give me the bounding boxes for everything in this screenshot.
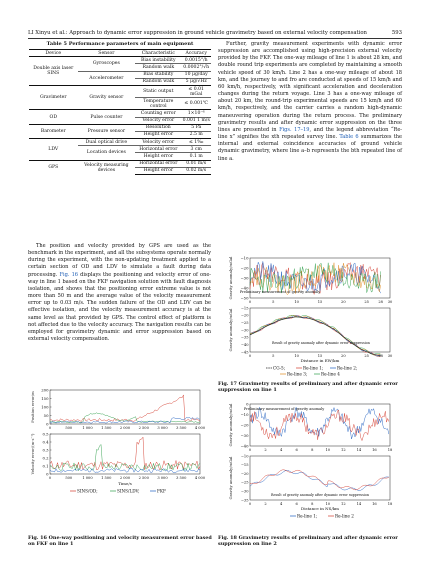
figure-16 xyxy=(28,386,218,526)
fig16-top-ytick: 200 xyxy=(41,387,49,393)
fig17-top-xtick: 15 xyxy=(317,300,323,304)
fig16-bottom-ytick: 0.2 xyxy=(42,455,49,461)
fig18-bottom-ytick: −35 xyxy=(240,498,249,503)
fig17-bottom-xtick: 20 xyxy=(341,354,346,358)
table-row xyxy=(29,139,211,146)
fig16-link[interactable]: Fig. 16 xyxy=(59,271,79,278)
fig16-bottom-xtick: 500 xyxy=(65,476,73,480)
accuracy-cell: 1×10⁻⁶ xyxy=(181,110,211,117)
table-header-3: Accuracy xyxy=(181,50,211,57)
fig18-legend-reline1: Re-line 1; xyxy=(297,513,318,519)
fig17-top-xtick: 28 xyxy=(378,300,383,304)
fig17-legend-reline2: Re-line 2; xyxy=(337,365,358,371)
fig16-bottom-xtick: 4 000 xyxy=(194,476,206,480)
fig16-bottom-xtick: 1 000 xyxy=(82,476,93,480)
fig18-xlabel: Distance in NS/km xyxy=(301,506,339,511)
fig17-bottom-xtick: 25 xyxy=(364,354,369,358)
fig17-top-xtick: 10 xyxy=(294,300,299,304)
sensor-cell: Velocity measuring devices xyxy=(78,160,136,174)
left-paragraph-1: The position and velocity provided by GPS are used as the benchmark in the experiment, and all the subsystems operate normally during the experiment, with the non-updating treatment applied to a certain section of OD and LDV to simulate a fault during data processing. xyxy=(28,243,211,278)
fig18-top-ytick: 0 xyxy=(246,401,249,407)
fig16-top-xtick: 4 000 xyxy=(194,426,206,430)
fig18-bottom-annotation: Result of gravity anomaly after dynamic error suppression xyxy=(271,493,369,497)
fig17-bottom-xtick: 28 xyxy=(378,354,383,358)
fig16-top-ytick: 0 xyxy=(46,421,49,427)
page-number: 593 xyxy=(391,30,402,36)
fig16-top-ytick: 150 xyxy=(41,395,49,401)
characteristic-cell: Static output xyxy=(135,85,181,97)
characteristic-cell: Temperature control xyxy=(135,98,181,110)
fig18-bottom-xtick: 18 xyxy=(387,502,393,506)
accuracy-cell: 0.01 m/s xyxy=(181,160,211,167)
accuracy-cell: 0.0015°/h xyxy=(181,57,211,64)
accuracy-cell: 0.0002°/√h xyxy=(183,64,210,70)
table-caption: Table 5 Performance parameters of main equipment xyxy=(46,41,194,47)
figs17-19-link[interactable]: Figs. 17–19 xyxy=(279,126,310,133)
device-cell: GPS xyxy=(29,160,78,174)
table-header-1: Sensor xyxy=(78,50,136,57)
sensor-cell: Accelerometer xyxy=(78,71,136,85)
fig17-top-ytick: −30 xyxy=(240,275,249,281)
fig17-bottom-xtick: 15 xyxy=(317,354,323,358)
table6-link[interactable]: Table 6 xyxy=(339,134,359,141)
right-paragraph-a: Further, gravity measurement experiments with dynamic error suppression are accomplished using high-precision external velocity provided by the FKF. The one-way mileage of line 1 is about 28 km, and double round trip experiments are completed by maintaining a smooth vehicle speed of 30 km/h. Line 2 has a one-way mileage of about 18 km, and the journey to and fro are conducted at speeds of 15 km/h and 60 km/h, respectively, with significant acceleration and deceleration changes during the return voyage. Line 3 has a one-way mileage of about 20 km, the round-trip experimental speeds are 15 km/h and 60 km/h, respectively, and the carrier carries a random high-dynamic maneuvering operation during the return process. The preliminary gravimetry results and after dynamic error suppression on the three lines are presented in xyxy=(218,41,402,133)
fig17-top-annotation: Preliminary measurement of gravity anomaly xyxy=(239,290,321,294)
fig17-top-ytick: −10 xyxy=(240,255,249,261)
characteristic-cell: Horizontal error xyxy=(135,146,181,153)
sensor-cell: Gyroscopes xyxy=(78,57,136,71)
characteristic-cell: Velocity error xyxy=(135,139,181,146)
table-header-2: Characteristic xyxy=(135,50,181,57)
equipment-table xyxy=(29,49,211,175)
fig17-bottom-ytick: −15 xyxy=(240,306,249,311)
table-header-0: Device xyxy=(29,50,78,57)
fig16-bottom-ytick: 0.4 xyxy=(42,439,49,445)
fig16-legend-1: SINS/LDV; xyxy=(117,488,140,494)
characteristic-cell: Random walk xyxy=(135,78,181,85)
accuracy-cell: 5 μg/√Hz xyxy=(181,78,211,85)
table-row xyxy=(29,110,211,117)
fig16-bottom-xtick: 3 500 xyxy=(176,476,187,480)
accuracy-cell: ≤ 1‰ xyxy=(181,139,211,146)
fig17-top-xtick: 25 xyxy=(364,300,369,304)
fig16-bottom-ytick: 0.1 xyxy=(42,463,49,469)
fig16-top-xtick: 2 000 xyxy=(119,426,131,430)
fig18-bottom-xtick: 12 xyxy=(341,502,346,506)
sensor-cell: Pressure sensor xyxy=(78,124,136,138)
fig18-top-ytick: −40 xyxy=(240,443,249,449)
figure-18 xyxy=(218,400,402,528)
accuracy-cell: 0.02 m/s xyxy=(181,167,211,174)
fig18-top-xtick: 4 xyxy=(279,448,283,452)
accuracy-cell: 10 μg/day xyxy=(181,71,211,78)
fig17-bottom-series-0 xyxy=(250,316,381,357)
fig17-top-ylabel: Gravity anomaly/mGal xyxy=(228,256,233,300)
fig16-bottom-ytick: 0 xyxy=(46,471,49,477)
fig18-top-ytick: −10 xyxy=(240,411,249,417)
fig16-top-xtick: 1 500 xyxy=(101,426,112,430)
table-row xyxy=(29,85,211,97)
fig17-top-ytick: −20 xyxy=(240,265,249,271)
figure-17 xyxy=(218,252,402,378)
fig18-top-xtick: 14 xyxy=(356,448,362,452)
characteristic-cell: Bias stability xyxy=(135,71,181,78)
device-cell: OD xyxy=(29,110,78,124)
fig17-bottom-annotation: Result of gravity anomaly after dynamic error suppression xyxy=(272,341,370,345)
characteristic-cell: Counting error xyxy=(135,110,181,117)
fig18-top-ytick: −30 xyxy=(240,432,249,438)
fig16-bottom-xtick: 2 500 xyxy=(138,476,149,480)
device-cell: LDV xyxy=(29,139,78,161)
fig16-bottom-xtick: 3 000 xyxy=(157,476,168,480)
accuracy-cell: ≤ 0.001℃ xyxy=(181,98,211,110)
fig17-plot xyxy=(218,252,402,378)
fig17-bottom-series-1 xyxy=(250,315,381,356)
fig18-bottom-xtick: 10 xyxy=(325,502,331,506)
fig16-bottom-xtick: 0 xyxy=(48,476,52,480)
characteristic-cell: Height error xyxy=(135,153,181,160)
fig16-bottom-ytick: 0.3 xyxy=(42,447,49,453)
characteristic-cell: Height error xyxy=(135,167,181,174)
fig18-top-xtick: 8 xyxy=(311,448,314,452)
header-text: LI Xinyu et al.: Approach to dynamic error suppression in ground vehicle gravimetry based on external velocity compensation xyxy=(28,30,367,36)
fig18-bottom-ylabel: Gravity anomaly/mGal xyxy=(228,456,233,500)
fig18-top-xtick: 12 xyxy=(341,448,346,452)
fig17-bottom-ytick: −25 xyxy=(240,320,249,325)
characteristic-cell: Bias instability xyxy=(135,57,181,64)
fig17-bottom-frame xyxy=(250,308,390,352)
accuracy-cell: 3 cm xyxy=(181,146,211,153)
table-row xyxy=(29,124,211,131)
fig18-top-annotation: Preliminary measurement of gravity anomaly xyxy=(243,407,325,411)
fig18-bottom-xtick: 6 xyxy=(295,502,298,506)
header-rule xyxy=(28,38,402,39)
fig18-bottom-ytick: −20 xyxy=(240,471,249,476)
fig16-bottom-series-sinsldv xyxy=(50,444,200,470)
fig18-bottom-ytick: −30 xyxy=(240,489,249,494)
fig16-top-ytick: 100 xyxy=(41,404,49,410)
fig18-bottom-xtick: 2 xyxy=(264,502,267,506)
fig16-top-series-sinsod xyxy=(50,395,200,421)
fig17-top-xtick: 20 xyxy=(341,300,346,304)
fig17-top-xtick: 30 xyxy=(387,300,393,304)
fig18-top-xtick: 6 xyxy=(295,448,298,452)
fig16-legend-2: FKF xyxy=(157,488,166,494)
fig18-legend-reline2: Re-line 2 xyxy=(335,513,354,519)
fig16-top-xtick: 500 xyxy=(65,426,73,430)
fig16-top-ytick: 50 xyxy=(43,412,49,418)
fig16-caption: Fig. 16 One-way positioning and velocity measurement error based on FKF on line 1 xyxy=(28,535,212,548)
left-column-text xyxy=(28,243,211,343)
sensor-cell: Dual optical drive xyxy=(78,139,136,146)
fig17-top-ytick: −50 xyxy=(240,295,249,301)
fig17-legend-reline1: Re-line 1; xyxy=(303,365,324,371)
fig17-bottom-xtick: 30 xyxy=(387,354,393,358)
fig17-legend-reline3: Re-line 3; xyxy=(287,371,308,377)
fig16-top-series-fkf xyxy=(50,418,200,424)
sensor-cell: Pulse counter xyxy=(78,110,136,124)
fig17-bottom-ylabel: Gravity anomaly/mGal xyxy=(228,308,233,352)
fig16-legend-0: SINS/OD; xyxy=(77,488,98,494)
fig16-top-xtick: 2 500 xyxy=(138,426,149,430)
right-paragraph-b: , and the legend abbreviation “Re-line x” signifies the xth repeated survey line. xyxy=(218,126,403,141)
device-cell: Barometer xyxy=(29,124,78,138)
fig17-bottom-xtick: 0 xyxy=(248,354,252,358)
fig17-bottom-ytick: −30 xyxy=(240,328,249,333)
fig18-bottom-ytick: −10 xyxy=(240,454,249,459)
fig18-bottom-ytick: −15 xyxy=(240,463,249,468)
accuracy-cell: ≤ 0.01 mGal xyxy=(181,85,211,97)
fig17-top-xtick: 5 xyxy=(272,300,275,304)
accuracy-cell: 2.5 m xyxy=(181,131,211,138)
fig18-bottom-ytick: −25 xyxy=(240,480,249,485)
fig17-bottom-xtick: 5 xyxy=(272,354,275,358)
characteristic-cell: Resolution xyxy=(135,124,181,131)
fig16-top-xtick: 1 000 xyxy=(82,426,93,430)
fig16-top-xtick: 0 xyxy=(48,426,52,430)
fig18-bottom-xtick: 0 xyxy=(248,502,252,506)
fig17-bottom-ytick: −40 xyxy=(240,342,249,347)
sensor-cell: Gravity sensor xyxy=(78,85,136,109)
characteristic-cell: Horizontal error xyxy=(135,160,181,167)
fig16-bottom-series-sinsod xyxy=(50,437,200,470)
fig18-top-xtick: 18 xyxy=(387,448,393,452)
fig17-top-xtick: 0 xyxy=(248,300,252,304)
fig18-top-xtick: 2 xyxy=(264,448,267,452)
fig16-top-xtick: 3 000 xyxy=(157,426,168,430)
characteristic-cell: Velocity error xyxy=(135,117,181,124)
fig17-legend-cg5: CG-5; xyxy=(273,365,286,371)
fig18-plot xyxy=(218,400,402,528)
fig16-bottom-xtick: 1 500 xyxy=(101,476,112,480)
fig18-top-xtick: 16 xyxy=(372,448,377,452)
fig17-caption: Fig. 17 Gravimetry results of preliminary and after dynamic error suppression on line 1 xyxy=(218,381,398,394)
accuracy-cell: 5 Pa xyxy=(181,124,211,131)
fig17-bottom-ytick: −45 xyxy=(240,350,249,355)
fig17-top-ytick: −40 xyxy=(240,285,249,291)
fig17-bottom-ytick: −20 xyxy=(240,313,249,318)
fig16-bottom-ylabel: Velocity error/(m·s⁻¹) xyxy=(30,433,35,475)
fig16-xlabel: Time/s xyxy=(118,481,132,486)
right-column-text xyxy=(218,41,402,163)
fig18-caption: Fig. 18 Gravimetry results of preliminary and after dynamic error suppression on line 2 xyxy=(218,535,398,548)
fig16-bottom-xtick: 2 000 xyxy=(119,476,131,480)
device-cell: Gravimeter xyxy=(29,85,78,109)
fig18-top-xtick: 10 xyxy=(325,448,331,452)
characteristic-cell: Random walk xyxy=(135,64,181,71)
fig17-legend-reline4: Re-line 4 xyxy=(321,371,340,377)
fig17-bottom-xtick: 10 xyxy=(294,354,299,358)
device-cell: Double axis laser SINS xyxy=(29,57,78,86)
table-row xyxy=(29,160,211,167)
fig17-bottom-series-3 xyxy=(250,315,381,354)
fig16-plot xyxy=(28,386,218,526)
fig18-top-xtick: 0 xyxy=(248,448,252,452)
fig16-top-ylabel: Position error/m xyxy=(30,391,35,423)
running-header xyxy=(28,30,402,36)
sensor-cell: Location devices xyxy=(78,146,136,160)
accuracy-cell: 0.001 1 m/s xyxy=(182,118,210,124)
table-row xyxy=(29,57,211,64)
fig18-bottom-xtick: 4 xyxy=(279,502,283,506)
fig18-top-ylabel: Gravity anomaly/mGal xyxy=(228,403,233,447)
accuracy-cell: 0.1 m xyxy=(181,153,211,160)
right-paragraph-c: summarizes the internal and external coincidence accuracies of ground vehicle dynamic gravimetry, where line a–b represents the bth repeated line of line a. xyxy=(218,134,402,162)
fig18-top-series-reline2 xyxy=(250,410,389,441)
left-paragraph-2: displays the positioning and velocity error of one-way in line 1 based on the FKF navigation solution with fault diagnosis isolation, and shows that the positioning error extreme value is not more than 50 m and the average value of the velocity measurement error up to 0.03 m/s. The sudden failure of the OD and LDV can be effective isolation, and the velocity measurement accuracy is at the same level as that provided by GPS. The control effect of platform is not affected due to the velocity accuracy. The navigation results can be employed for gravimetry dynamic and error suppression based on external velocity compensation. xyxy=(28,271,212,343)
fig17-xlabel: Distance in EW/km xyxy=(300,358,340,363)
fig18-bottom-xtick: 16 xyxy=(372,502,377,506)
fig17-bottom-ytick: −35 xyxy=(240,335,249,340)
fig18-bottom-xtick: 14 xyxy=(356,502,362,506)
fig16-bottom-ytick: 0.5 xyxy=(42,431,49,437)
fig18-top-ytick: −20 xyxy=(240,422,249,428)
fig16-top-xtick: 3 500 xyxy=(176,426,187,430)
characteristic-cell: Height error xyxy=(135,131,181,138)
fig18-bottom-xtick: 8 xyxy=(311,502,314,506)
